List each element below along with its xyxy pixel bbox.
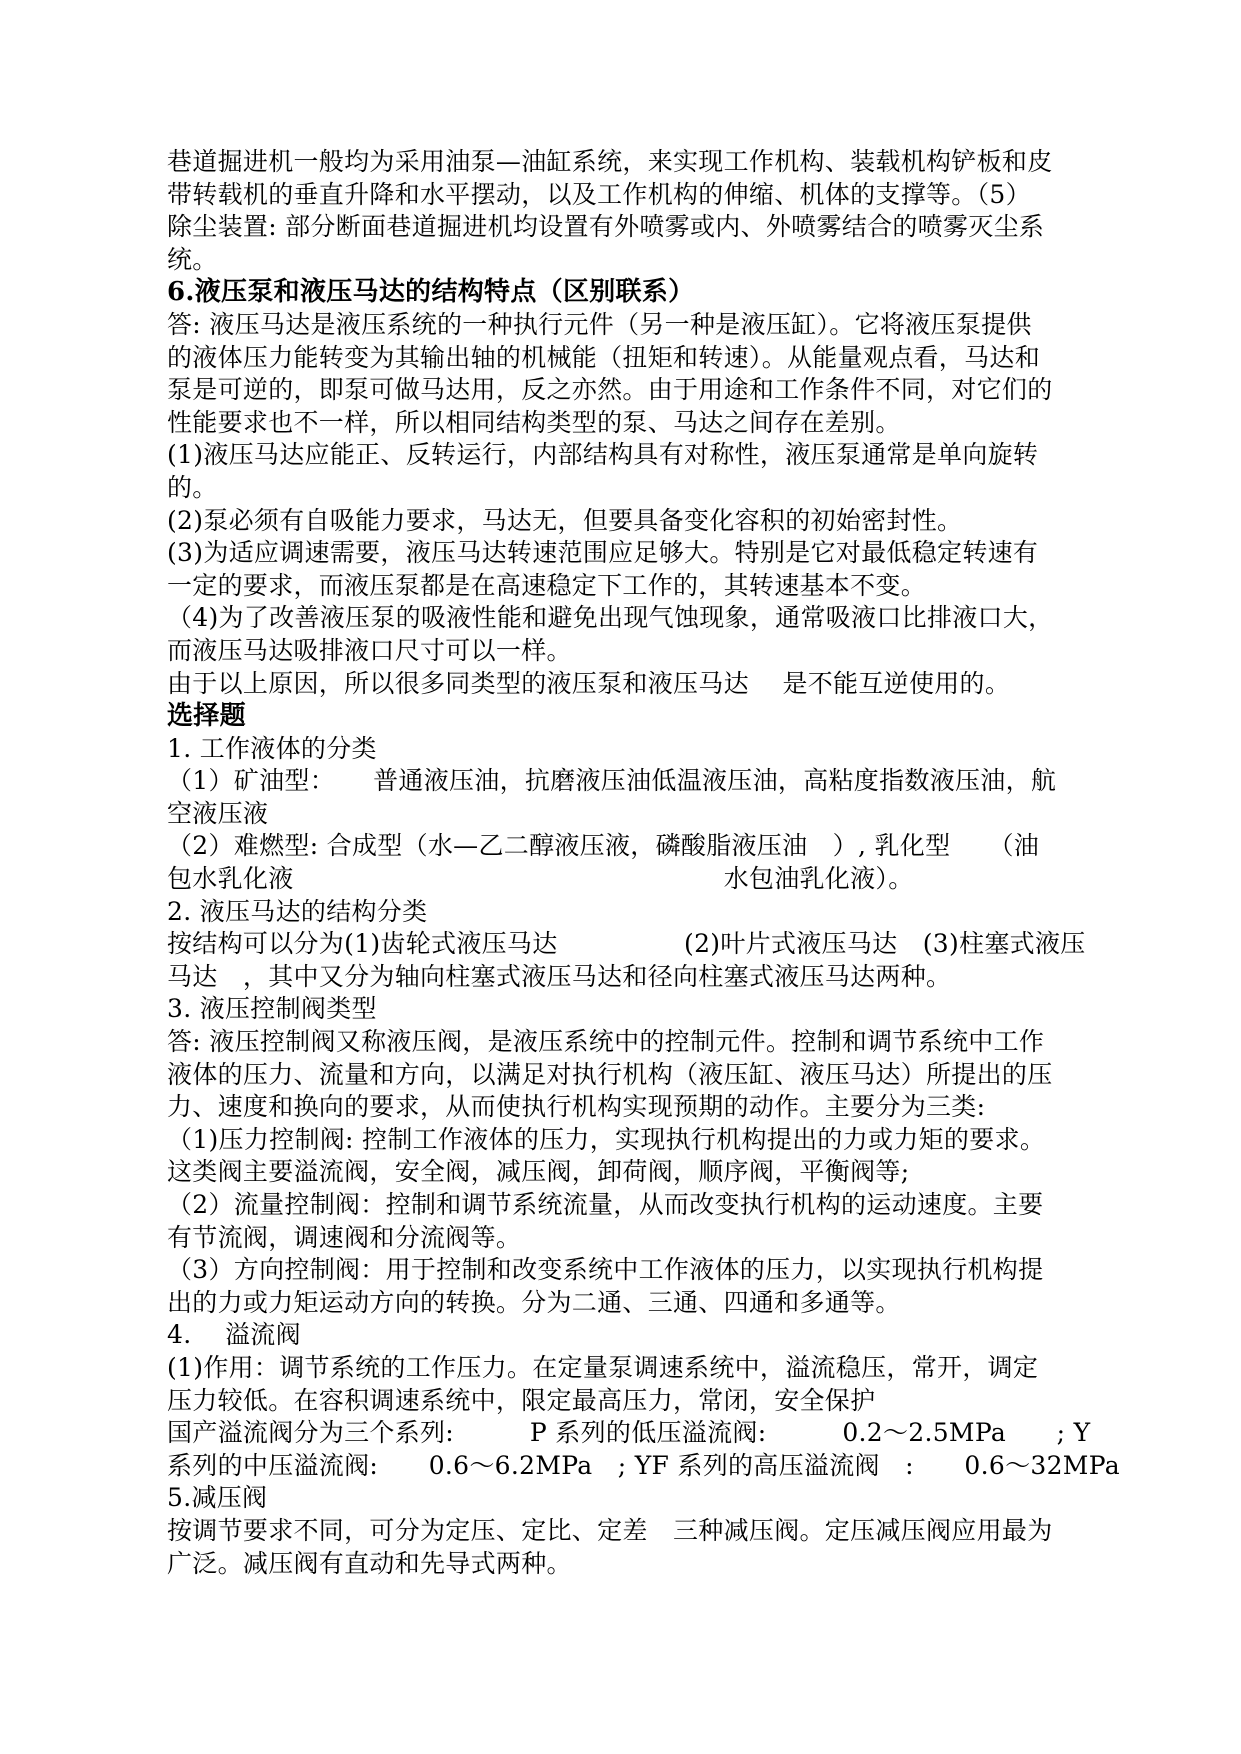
text-line: （4)为了改善液压泵的吸液性能和避免出现气蚀现象，通常吸液口比排液口大， (167, 603, 1054, 633)
text-line: 3. 液压控制阀类型 (167, 994, 377, 1024)
text-line: （1)压力控制阀: 控制工作液体的压力，实现执行机构提出的力或力矩的要求。 (167, 1124, 1046, 1154)
text-line: 系列的中压溢流阀: 0.6～6.2MPa ; YF 系列的高压溢流阀 : 0.6～32MPa (167, 1450, 1120, 1480)
text-line: 压力较低。在容积调速系统中，限定最高压力，常闭，安全保护 (167, 1385, 876, 1415)
text-line: 空液压液 (167, 798, 269, 828)
text-line: 5.减压阀 (167, 1483, 268, 1513)
text-line: 力、速度和换向的要求，从而使执行机构实现预期的动作。主要分为三类: (167, 1092, 986, 1122)
text-line: 包水乳化液 水包油乳化液）。 (167, 864, 914, 894)
text-line: 有节流阀，调速阀和分流阀等。 (167, 1222, 522, 1252)
text-line: 统。 (167, 244, 218, 274)
text-line: 的液体压力能转变为其输出轴的机械能（扭矩和转速）。从能量观点看，马达和 (167, 342, 1041, 372)
text-line: 按结构可以分为(1)齿轮式液压马达 (2)叶片式液压马达 (3)柱塞式液压 (167, 929, 1086, 959)
text-line: 4. 溢流阀 (167, 1320, 301, 1350)
text-line: 国产溢流阀分为三个系列: P 系列的低压溢流阀: 0.2～2.5MPa ; Y (167, 1418, 1091, 1448)
text-line: 答: 液压控制阀又称液压阀，是液压系统中的控制元件。控制和调节系统中工作 (167, 1027, 1045, 1057)
text-line: 除尘装置: 部分断面巷道掘进机均设置有外喷雾或内、外喷雾结合的喷雾灭尘系 (167, 212, 1045, 242)
text-line: 的。 (167, 472, 218, 502)
text-line: 一定的要求，而液压泵都是在高速稳定下工作的，其转速基本不变。 (167, 570, 927, 600)
text-line: （1）矿油型： 普通液压油，抗磨液压油低温液压油，高粘度指数液压油，航 (167, 766, 1057, 796)
text-line: （2）流量控制阀：控制和调节系统流量，从而改变执行机构的运动速度。主要 (167, 1190, 1044, 1219)
text-line: 而液压马达吸排液口尺寸可以一样。 (167, 635, 572, 665)
text-line: 液体的压力、流量和方向，以满足对执行机构（液压缸、液压马达）所提出的压 (167, 1059, 1053, 1089)
text-line: 巷道掘进机一般均为采用油泵—油缸系统，来实现工作机构、装载机构铲板和皮 (167, 147, 1053, 176)
text-line: 泵是可逆的，即泵可做马达用，反之亦然。由于用途和工作条件不同，对它们的 (167, 375, 1053, 405)
text-line: 2. 液压马达的结构分类 (167, 896, 428, 926)
text-line: 由于以上原因，所以很多同类型的液压泵和液压马达 是不能互逆使用的。 (167, 668, 1011, 698)
text-line: (1)液压马达应能正、反转运行，内部结构具有对称性，液压泵通常是单向旋转 (167, 440, 1039, 470)
text-line: 1. 工作液体的分类 (167, 733, 377, 763)
document-text-area (167, 146, 1120, 1580)
heading-line: 选择题 (167, 701, 246, 732)
text-line: 带转载机的垂直升降和水平摆动，以及工作机构的伸缩、机体的支撑等。（5） (167, 179, 1031, 209)
heading-line: 6.液压泵和液压马达的结构特点（区别联系） (167, 277, 695, 308)
text-line: 广泛。减压阀有直动和先导式两种。 (167, 1548, 572, 1578)
text-line: 性能要求也不一样，所以相同结构类型的泵、马达之间存在差别。 (167, 407, 901, 437)
text-line: 这类阀主要溢流阀，安全阀，减压阀，卸荷阀，顺序阀，平衡阀等; (167, 1157, 910, 1187)
text-line: (3)为适应调速需要，液压马达转速范围应足够大。特别是它对最低稳定转速有 (167, 538, 1039, 568)
text-line: 答: 液压马达是液压系统的一种执行元件（另一种是液压缸）。它将液压泵提供 (167, 309, 1032, 339)
text-line: 马达 ，其中又分为轴向柱塞式液压马达和径向柱塞式液压马达两种。 (167, 961, 952, 991)
text-line: (2)泵必须有自吸能力要求，马达无，但要具备变化容积的初始密封性。 (167, 505, 963, 535)
text-line: (1)作用：调节系统的工作压力。在定量泵调速系统中，溢流稳压，常开，调定 (167, 1352, 1039, 1382)
text-line: 按调节要求不同，可分为定压、定比、定差 三种减压阀。定压减压阀应用最为 (167, 1515, 1053, 1545)
text-line: （3）方向控制阀：用于控制和改变系统中工作液体的压力，以实现执行机构提 (167, 1255, 1044, 1285)
text-line: （2）难燃型: 合成型（水—乙二醇液压液，磷酸脂液压油 ）, 乳化型 （油 (167, 831, 1040, 861)
text-line: 出的力或力矩运动方向的转换。分为二通、三通、四通和多通等。 (167, 1287, 901, 1317)
